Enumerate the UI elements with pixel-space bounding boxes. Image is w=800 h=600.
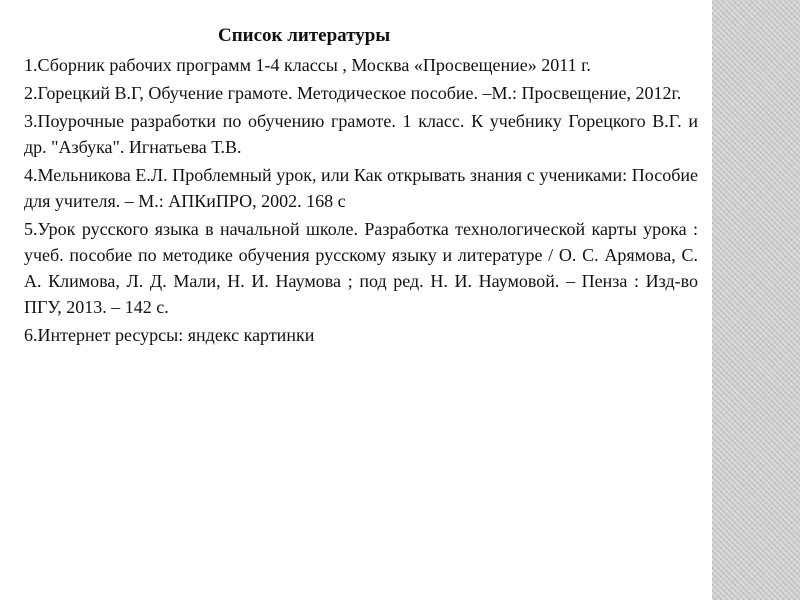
reference-item: 1.Сборник рабочих программ 1-4 классы , Москва «Просвещение» 2011 г. bbox=[24, 55, 591, 75]
reference-item: 3.Поурочные разработки по обучению грамоте. 1 класс. К учебнику Горецкого В.Г. и др. "Азбука". Игнатьева Т.В. bbox=[24, 111, 698, 157]
decorative-side-bar bbox=[712, 0, 800, 600]
reference-item: 5.Урок русского языка в начальной школе. Разработка технологической карты урока : учеб. пособие по методике обучения русскому языку и литературе / О. С. Арямова, С. А. Климова, Л. Д. Мали, Н. И. Наумова ; под ред. Н. И. Наумовой. – Пенза : Изд-во ПГУ, 2013. – 142 с. bbox=[24, 219, 698, 317]
slide-title: Список литературы bbox=[218, 25, 391, 46]
reference-list bbox=[24, 52, 698, 348]
reference-item: 4.Мельникова Е.Л. Проблемный урок, или Как открывать знания с учениками: Пособие для учителя. – М.: АПКиПРО, 2002. 168 с bbox=[24, 165, 698, 211]
reference-item: 2.Горецкий В.Г, Обучение грамоте. Методическое пособие. –М.: Просвещение, 2012г. bbox=[24, 83, 682, 103]
bibliography-content bbox=[24, 23, 698, 350]
reference-item: 6.Интернет ресурсы: яндекс картинки bbox=[24, 325, 315, 345]
